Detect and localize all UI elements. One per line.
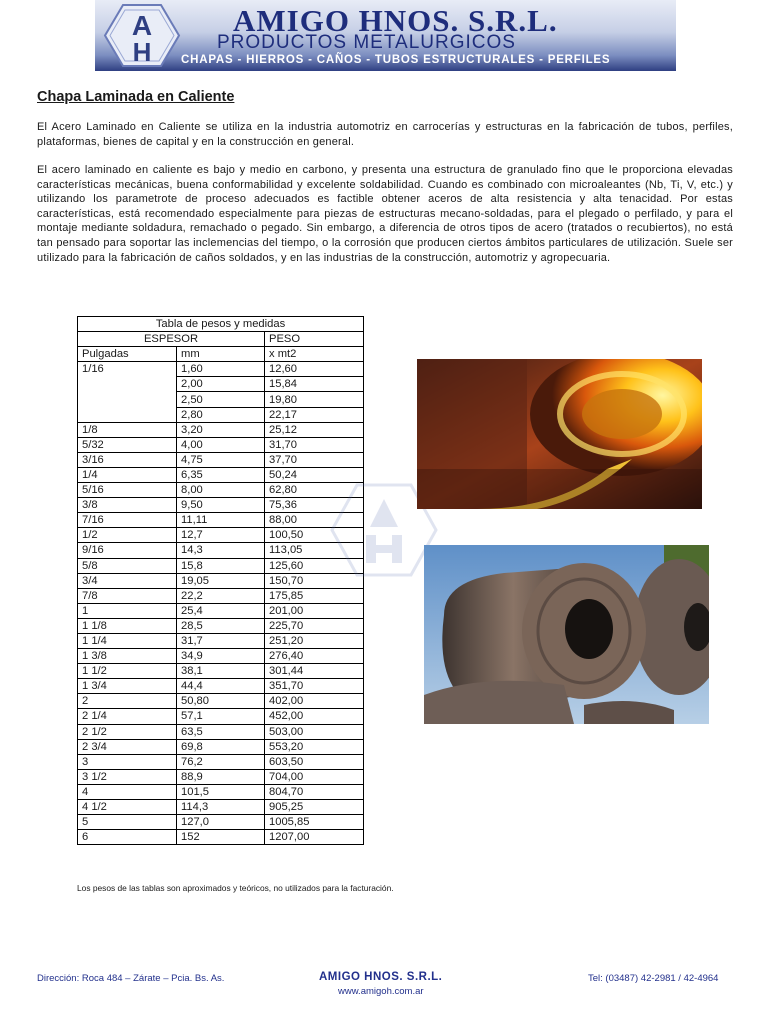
- footer-phone: Tel: (03487) 42-2981 / 42-4964: [588, 973, 719, 984]
- cell-mm: 57,1: [177, 709, 265, 724]
- cell-peso: 452,00: [265, 709, 364, 724]
- cell-mm: 50,80: [177, 694, 265, 709]
- cell-inch: 1 1/2: [78, 664, 177, 679]
- cell-mm: 2,00: [177, 377, 265, 392]
- cell-mm: 1,60: [177, 362, 265, 377]
- cell-mm: 101,5: [177, 784, 265, 799]
- cell-inch: 3 1/2: [78, 769, 177, 784]
- cell-mm: 63,5: [177, 724, 265, 739]
- cell-peso: 75,36: [265, 498, 364, 513]
- table-row: [78, 618, 364, 633]
- table-row: [78, 679, 364, 694]
- cell-peso: 201,00: [265, 603, 364, 618]
- header-peso: PESO: [265, 332, 364, 347]
- table-unit-header-row: [78, 347, 364, 362]
- cell-inch: 1: [78, 603, 177, 618]
- cell-peso: 704,00: [265, 769, 364, 784]
- footer-address: Dirección: Roca 484 – Zárate – Pcia. Bs. As.: [37, 973, 225, 984]
- table-row: [78, 528, 364, 543]
- table-row: [78, 603, 364, 618]
- cell-inch: 6: [78, 830, 177, 845]
- cell-peso: 22,17: [265, 407, 364, 422]
- table-group-header-row: [78, 332, 364, 347]
- cell-mm: 6,35: [177, 467, 265, 482]
- cell-inch: 3: [78, 754, 177, 769]
- header-company-name: AMIGO HNOS. S.R.L.: [233, 3, 558, 38]
- cell-inch: 5/16: [78, 483, 177, 498]
- cell-mm: 12,7: [177, 528, 265, 543]
- cell-peso: 62,80: [265, 483, 364, 498]
- cell-mm: 19,05: [177, 573, 265, 588]
- cell-inch: 2: [78, 694, 177, 709]
- cell-inch: 3/8: [78, 498, 177, 513]
- cell-inch: 7/8: [78, 588, 177, 603]
- header-pulgadas: Pulgadas: [78, 347, 177, 362]
- table-row: [78, 769, 364, 784]
- cell-mm: 9,50: [177, 498, 265, 513]
- cell-peso: 351,70: [265, 679, 364, 694]
- description-paragraph: El acero laminado en caliente es bajo y medio en carbono, y presenta una estructura de granulado fino que le proporciona elevadas características mecánicas, buena conformabilidad y excelente soldabilidad. Cuando es combinado con microaleantes (Nb, Ti, V, etc.) y utilizando los parametrote de proceso adecuados es factible obtener aceros de alta resistencia y alta tenacidad. Por estas características, está recomendado especialmente para piezas de estructuras mecano-soldadas, para el plegado o perfilado, y para el montaje mediante soldadura, remachado o pegado. Sin embargo, a diferencia de otros tipos de acero (tratados o recubiertos), no está tan pensado para soportar las inclemencias del tiempo, o la corrosión que producen ciertos ámbitos particulares de utilización. Suele ser utilizado para la fabricación de caños soldados, y en las industrias de la construcción, automotriz y agropecuaria.: [37, 164, 733, 264]
- cell-peso: 100,50: [265, 528, 364, 543]
- cell-mm: 88,9: [177, 769, 265, 784]
- steel-coils-photo: [424, 545, 709, 724]
- cell-peso: 113,05: [265, 543, 364, 558]
- cell-peso: 402,00: [265, 694, 364, 709]
- cell-inch: 3/4: [78, 573, 177, 588]
- cell-inch: 4 1/2: [78, 800, 177, 815]
- cell-mm: 8,00: [177, 483, 265, 498]
- table-row: [78, 815, 364, 830]
- cell-peso: 553,20: [265, 739, 364, 754]
- cell-peso: 31,70: [265, 437, 364, 452]
- cell-mm: 76,2: [177, 754, 265, 769]
- table-row: [78, 362, 364, 377]
- header-subtitle: PRODUCTOS METALURGICOS: [217, 32, 516, 53]
- cell-peso: 225,70: [265, 618, 364, 633]
- cell-inch: 1/2: [78, 528, 177, 543]
- company-logo: [103, 2, 181, 69]
- cell-inch: 2 1/4: [78, 709, 177, 724]
- intro-paragraph: El Acero Laminado en Caliente se utiliza en la industria automotriz en carrocerías y estructuras en la fabricación de tubos, perfiles, plataformas, bienes de capital y en la construcción en general.: [37, 121, 733, 148]
- cell-mm: 31,7: [177, 633, 265, 648]
- table-row: [78, 724, 364, 739]
- table-row: [78, 588, 364, 603]
- cell-mm: 22,2: [177, 588, 265, 603]
- cell-mm: 2,80: [177, 407, 265, 422]
- table-row: [78, 573, 364, 588]
- table-row: [78, 739, 364, 754]
- cell-inch: 5: [78, 815, 177, 830]
- header-espesor: ESPESOR: [78, 332, 265, 347]
- cell-inch: 9/16: [78, 543, 177, 558]
- table-row: [78, 830, 364, 845]
- table-title-row: [78, 317, 364, 332]
- cell-mm: 14,3: [177, 543, 265, 558]
- cell-peso: 804,70: [265, 784, 364, 799]
- cell-inch: 2 3/4: [78, 739, 177, 754]
- table-row: [78, 422, 364, 437]
- cell-peso: 251,20: [265, 633, 364, 648]
- cell-mm: 2,50: [177, 392, 265, 407]
- cell-peso: 12,60: [265, 362, 364, 377]
- table-row: [78, 467, 364, 482]
- cell-peso: 1207,00: [265, 830, 364, 845]
- table-row: [78, 452, 364, 467]
- cell-mm: 127,0: [177, 815, 265, 830]
- cell-mm: 11,11: [177, 513, 265, 528]
- hot-rolled-coil-photo: [417, 359, 702, 509]
- table-row: [78, 649, 364, 664]
- cell-mm: 3,20: [177, 422, 265, 437]
- cell-peso: 503,00: [265, 724, 364, 739]
- header-products: CHAPAS - HIERROS - CAÑOS - TUBOS ESTRUCTURALES - PERFILES: [181, 54, 611, 66]
- table-row: [78, 483, 364, 498]
- cell-mm: 69,8: [177, 739, 265, 754]
- table-row: [78, 513, 364, 528]
- cell-peso: 905,25: [265, 800, 364, 815]
- footer-website-link[interactable]: www.amigoh.com.ar: [338, 986, 424, 997]
- cell-mm: 152: [177, 830, 265, 845]
- cell-peso: 276,40: [265, 649, 364, 664]
- cell-inch: 2 1/2: [78, 724, 177, 739]
- table-row: [78, 800, 364, 815]
- cell-inch: 5/32: [78, 437, 177, 452]
- cell-inch-first-group: 1/16: [78, 362, 177, 422]
- table-note: Los pesos de las tablas son aproximados y teóricos, no utilizados para la facturación.: [77, 883, 394, 893]
- footer-company: AMIGO HNOS. S.R.L.: [319, 971, 443, 983]
- cell-mm: 25,4: [177, 603, 265, 618]
- cell-peso: 175,85: [265, 588, 364, 603]
- cell-inch: 7/16: [78, 513, 177, 528]
- cell-peso: 25,12: [265, 422, 364, 437]
- header-x-mt2: x mt2: [265, 347, 364, 362]
- table-row: [78, 543, 364, 558]
- cell-inch: 1 3/4: [78, 679, 177, 694]
- table-row: [78, 754, 364, 769]
- cell-peso: 301,44: [265, 664, 364, 679]
- cell-inch: 1/8: [78, 422, 177, 437]
- logo-letter-a: A: [131, 10, 153, 41]
- cell-mm: 28,5: [177, 618, 265, 633]
- cell-peso: 125,60: [265, 558, 364, 573]
- table-row: [78, 633, 364, 648]
- cell-inch: 1/4: [78, 467, 177, 482]
- cell-inch: 3/16: [78, 452, 177, 467]
- cell-peso: 50,24: [265, 467, 364, 482]
- cell-mm: 114,3: [177, 800, 265, 815]
- cell-peso: 15,84: [265, 377, 364, 392]
- logo-letter-h: H: [132, 37, 152, 67]
- cell-inch: 1 1/4: [78, 633, 177, 648]
- cell-peso: 88,00: [265, 513, 364, 528]
- table-row: [78, 664, 364, 679]
- header-mm: mm: [177, 347, 265, 362]
- cell-mm: 44,4: [177, 679, 265, 694]
- cell-peso: 1005,85: [265, 815, 364, 830]
- table-row: [78, 498, 364, 513]
- cell-peso: 37,70: [265, 452, 364, 467]
- cell-mm: 34,9: [177, 649, 265, 664]
- table-row: [78, 784, 364, 799]
- table-row: [78, 558, 364, 573]
- table-title: Tabla de pesos y medidas: [78, 317, 364, 332]
- cell-peso: 150,70: [265, 573, 364, 588]
- table-row: [78, 437, 364, 452]
- page-title: Chapa Laminada en Caliente: [37, 89, 235, 105]
- cell-inch: 1 1/8: [78, 618, 177, 633]
- cell-mm: 15,8: [177, 558, 265, 573]
- header-banner: [95, 0, 676, 71]
- table-row: [78, 709, 364, 724]
- cell-mm: 38,1: [177, 664, 265, 679]
- weights-table: [77, 316, 364, 845]
- cell-peso: 603,50: [265, 754, 364, 769]
- cell-inch: 4: [78, 784, 177, 799]
- cell-inch: 1 3/8: [78, 649, 177, 664]
- cell-inch: 5/8: [78, 558, 177, 573]
- cell-mm: 4,00: [177, 437, 265, 452]
- cell-peso: 19,80: [265, 392, 364, 407]
- table-row: [78, 694, 364, 709]
- cell-mm: 4,75: [177, 452, 265, 467]
